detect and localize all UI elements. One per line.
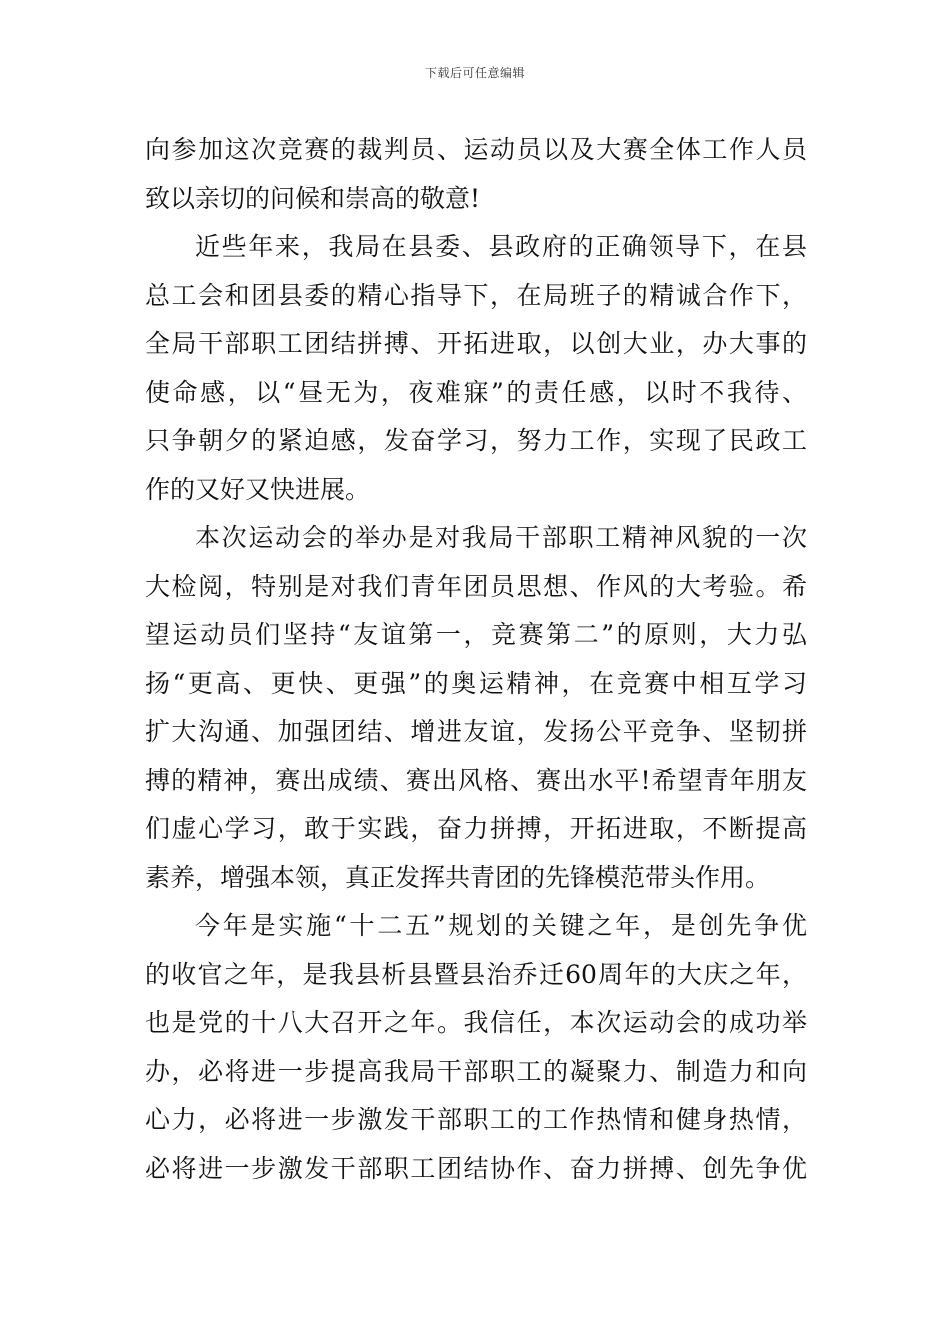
text-line: 使命感，以“昼无为，夜难寐”的责任感，以时不我待、 — [145, 377, 807, 407]
text-line: 心力，必将进一步激发干部职工的工作热情和健身热情， — [145, 1105, 807, 1134]
text-line: 扬“更高、更快、更强”的奥运精神，在竞赛中相互学习 — [145, 668, 807, 698]
text-line: 只争朝夕的紧迫感，发奋学习，努力工作，实现了民政工 — [145, 426, 807, 455]
text-line: 也是党的十八大召开之年。我信任，本次运动会的成功举 — [145, 1008, 807, 1037]
text-line: 全局干部职工团结拼搏、开拓进取，以创大业，办大事的 — [145, 329, 807, 358]
text-line: 向参加这次竞赛的裁判员、运动员以及大赛全体工作人员 — [145, 135, 807, 164]
paragraph-first-line: 近些年来，我局在县委、县政府的正确领导下，在县 — [195, 232, 807, 261]
text-line: 必将进一步激发干部职工团结协作、奋力拼搏、创先争优 — [145, 1153, 807, 1183]
text-line: 办，必将进一步提高我局干部职工的凝聚力、制造力和向 — [145, 1056, 807, 1086]
document-body — [145, 126, 807, 1193]
text-line: 致以亲切的问候和崇高的敬意! — [145, 183, 481, 213]
text-line: 作的又好又快进展。 — [145, 474, 371, 504]
text-line: 总工会和团县委的精心指导下，在局班子的精诚合作下， — [145, 280, 807, 310]
paragraph-first-line: 今年是实施“十二五”规划的关键之年，是创先争优 — [195, 911, 807, 940]
text-line: 大检阅，特别是对我们青年团员思想、作风的大考验。希 — [145, 571, 807, 601]
paragraph-first-line: 本次运动会的举办是对我局干部职工精神风貌的一次 — [195, 523, 807, 552]
text-line: 搏的精神，赛出成绩、赛出风格、赛出水平!希望青年朋友 — [145, 765, 807, 795]
text-line: 的收官之年，是我县析县暨县治乔迁60周年的大庆之年， — [145, 959, 807, 989]
page-header-note: 下载后可任意编辑 — [424, 66, 525, 80]
text-line: 素养，增强本领，真正发挥共青团的先锋模范带头作用。 — [145, 862, 771, 892]
text-line: 们虚心学习，敢于实践，奋力拼搏，开拓进取，不断提高 — [145, 814, 807, 843]
text-line: 扩大沟通、加强团结、增进友谊，发扬公平竞争、坚韧拼 — [145, 717, 807, 746]
text-line: 望运动员们坚持“友谊第一，竞赛第二”的原则，大力弘 — [145, 620, 807, 649]
